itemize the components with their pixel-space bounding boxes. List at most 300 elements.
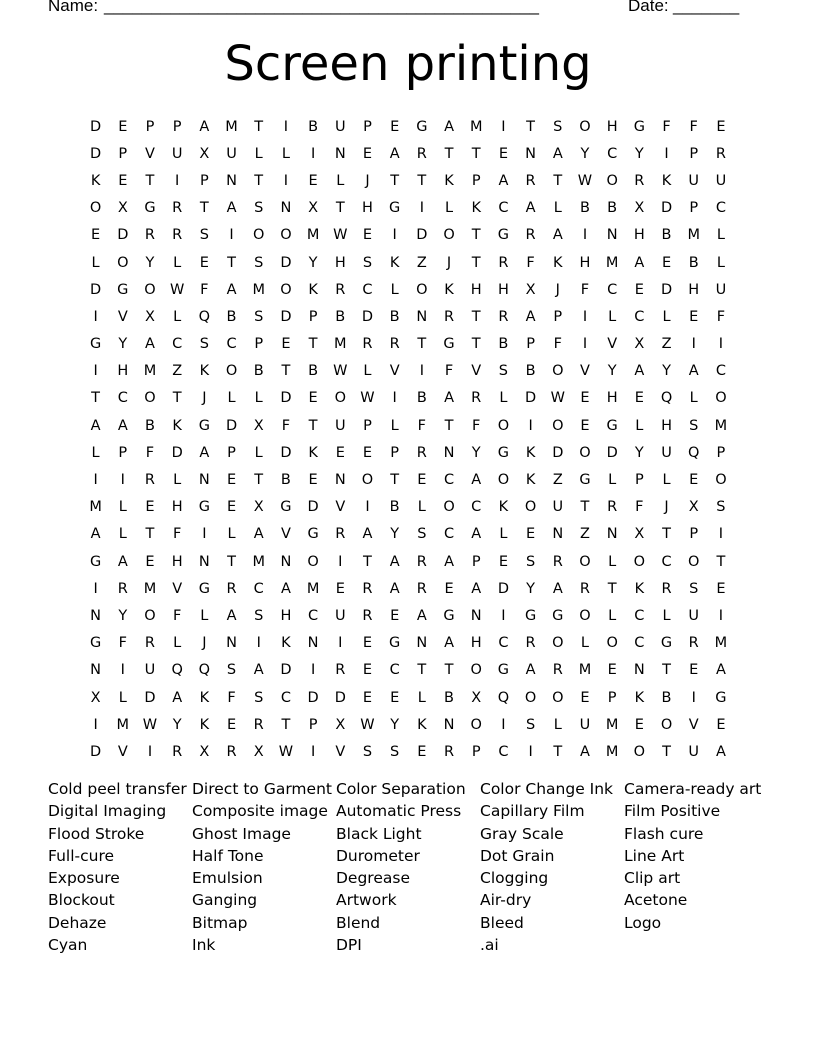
grid-letter: K	[172, 417, 182, 434]
grid-letter: E	[607, 662, 617, 679]
grid-letter: B	[144, 417, 155, 434]
grid-letter: R	[552, 553, 563, 570]
grid-letter: J	[555, 281, 560, 298]
grid-letter: K	[661, 172, 672, 189]
grid-letter: K	[525, 472, 536, 489]
grid-letter: P	[390, 444, 400, 461]
grid-letter: E	[226, 472, 237, 489]
grid-letter: B	[416, 390, 427, 407]
grid-letter: T	[471, 308, 481, 325]
word-list-item: Bitmap	[192, 913, 248, 932]
grid-letter: R	[362, 580, 373, 597]
grid-letter: Y	[390, 526, 400, 543]
grid-letter: K	[90, 172, 101, 189]
grid-letter: A	[226, 607, 237, 624]
grid-letter: S	[689, 417, 699, 434]
grid-letter: M	[578, 662, 592, 679]
grid-letter: M	[605, 743, 619, 760]
grid-letter: L	[336, 172, 345, 189]
grid-letter: C	[471, 499, 482, 516]
grid-letter: C	[362, 281, 373, 298]
grid-letter: L	[254, 444, 263, 461]
grid-letter: T	[145, 172, 155, 189]
grid-letter: R	[688, 635, 699, 652]
grid-letter: M	[687, 227, 700, 244]
grid-letter: P	[471, 743, 481, 760]
word-list-item: Acetone	[624, 891, 688, 910]
grid-letter: N	[443, 716, 455, 733]
grid-letter: X	[471, 689, 482, 706]
grid-letter: O	[552, 635, 564, 652]
grid-letter: A	[715, 662, 726, 679]
grid-letter: T	[390, 172, 400, 189]
grid-letter: W	[360, 390, 375, 407]
grid-letter: Y	[662, 363, 671, 380]
grid-letter: I	[93, 472, 98, 489]
grid-letter: E	[716, 118, 726, 135]
grid-letter: D	[660, 281, 673, 298]
grid-letter: V	[688, 716, 699, 733]
grid-letter: I	[582, 227, 588, 244]
page-title: Screen printing	[224, 36, 592, 92]
name-blank: ______________________________________________	[104, 0, 539, 15]
grid-letter: X	[525, 281, 536, 298]
grid-letter: G	[443, 336, 455, 353]
grid-letter: U	[334, 607, 346, 624]
grid-letter: E	[661, 254, 672, 271]
grid-letter: F	[281, 417, 291, 434]
grid-letter: T	[417, 336, 427, 353]
grid-letter: P	[172, 118, 182, 135]
grid-letter: J	[664, 499, 669, 516]
grid-letter: K	[444, 172, 454, 189]
grid-letter: O	[579, 553, 591, 570]
grid-letter: H	[117, 363, 129, 380]
grid-letter: Z	[552, 472, 563, 489]
grid-letter: X	[335, 716, 346, 733]
grid-letter: I	[501, 118, 506, 135]
grid-letter: O	[334, 390, 346, 407]
grid-letter: G	[497, 227, 510, 244]
grid-letter: H	[362, 200, 373, 217]
word-list-item: Clogging	[480, 869, 549, 888]
grid-letter: E	[226, 499, 237, 516]
grid-letter: A	[525, 308, 536, 325]
grid-letter: B	[444, 689, 454, 706]
grid-letter: D	[117, 227, 129, 244]
grid-letter: U	[171, 145, 183, 162]
grid-letter: T	[417, 662, 427, 679]
grid-letter: K	[308, 444, 318, 461]
grid-letter: E	[118, 172, 128, 189]
grid-letter: S	[199, 336, 209, 353]
word-list-item: Ganging	[192, 891, 258, 910]
grid-letter: L	[662, 472, 671, 489]
grid-letter: R	[579, 580, 590, 597]
grid-letter: D	[497, 580, 509, 597]
grid-letter: T	[526, 118, 536, 135]
grid-letter: A	[715, 743, 726, 760]
grid-letter: W	[278, 743, 294, 760]
word-list-item: Flash cure	[624, 824, 704, 843]
grid-letter: B	[525, 363, 536, 380]
grid-letter: P	[526, 336, 535, 353]
grid-letter: L	[499, 526, 508, 543]
grid-letter: L	[417, 689, 426, 706]
grid-letter: G	[552, 607, 564, 624]
grid-letter: L	[281, 145, 290, 162]
grid-letter: E	[145, 553, 155, 570]
grid-letter: A	[444, 635, 454, 652]
grid-letter: X	[145, 308, 155, 325]
grid-letter: D	[280, 444, 292, 461]
grid-letter: J	[202, 390, 207, 407]
grid-letter: K	[525, 444, 536, 461]
grid-letter: B	[308, 363, 319, 380]
grid-letter: B	[607, 200, 618, 217]
grid-letter: I	[93, 580, 98, 597]
grid-letter: O	[552, 363, 564, 380]
grid-letter: O	[117, 254, 129, 271]
grid-letter: R	[226, 580, 237, 597]
grid-letter: T	[553, 743, 563, 760]
grid-letter: L	[499, 390, 508, 407]
grid-letter: I	[691, 689, 696, 706]
grid-letter: C	[634, 635, 645, 652]
grid-letter: G	[117, 281, 129, 298]
grid-letter: A	[145, 336, 155, 353]
grid-letter: O	[497, 417, 510, 434]
grid-letter: M	[143, 363, 157, 380]
grid-letter: O	[280, 227, 292, 244]
grid-letter: E	[689, 472, 699, 489]
grid-letter: H	[470, 281, 482, 298]
grid-letter: N	[198, 472, 210, 489]
grid-letter: D	[90, 743, 102, 760]
grid-letter: R	[525, 227, 536, 244]
grid-letter: A	[498, 172, 509, 189]
grid-letter: I	[310, 662, 316, 679]
grid-letter: D	[90, 118, 102, 135]
grid-letter: J	[365, 172, 370, 189]
grid-letter: O	[280, 281, 292, 298]
grid-letter: N	[226, 635, 237, 652]
grid-letter: T	[662, 743, 671, 760]
word-list-item: Artwork	[336, 891, 397, 910]
grid-letter: E	[308, 172, 318, 189]
grid-letter: M	[116, 716, 130, 733]
grid-letter: H	[334, 254, 346, 271]
grid-letter: N	[226, 172, 237, 189]
grid-letter: E	[335, 444, 345, 461]
grid-letter: D	[280, 662, 292, 679]
grid-letter: P	[553, 308, 563, 325]
word-list-item: Blockout	[48, 891, 115, 910]
grid-letter: C	[715, 363, 726, 380]
grid-letter: E	[716, 716, 726, 733]
grid-letter: D	[660, 200, 673, 217]
grid-letter: C	[715, 200, 726, 217]
grid-letter: O	[470, 662, 482, 679]
word-list-item: Degrease	[336, 869, 410, 888]
grid-letter: A	[253, 662, 264, 679]
grid-letter: S	[390, 743, 400, 760]
grid-letter: D	[525, 390, 537, 407]
word-list	[48, 778, 768, 956]
grid-letter: O	[552, 417, 564, 434]
word-list-item: Ghost Image	[192, 824, 291, 843]
grid-letter: K	[199, 363, 210, 380]
grid-letter: K	[281, 635, 291, 652]
grid-letter: L	[118, 689, 127, 706]
grid-letter: F	[200, 281, 209, 298]
grid-letter: M	[334, 336, 347, 353]
grid-letter: P	[308, 308, 318, 325]
grid-letter: P	[363, 417, 372, 434]
grid-letter: U	[688, 743, 700, 760]
grid-letter: E	[145, 499, 155, 516]
grid-letter: L	[444, 200, 454, 217]
grid-letter: U	[144, 662, 156, 679]
grid-letter: O	[524, 499, 537, 516]
grid-letter: K	[498, 499, 509, 516]
grid-letter: D	[307, 689, 319, 706]
grid-letter: D	[90, 281, 102, 298]
grid-letter: I	[718, 526, 724, 543]
grid-letter: O	[715, 390, 727, 407]
grid-letter: Q	[497, 689, 510, 706]
grid-letter: C	[498, 743, 509, 760]
word-list-item: Bleed	[480, 913, 524, 932]
grid-letter: T	[281, 363, 291, 380]
grid-letter: L	[363, 363, 372, 380]
grid-letter: U	[715, 281, 727, 298]
grid-letter: P	[254, 336, 264, 353]
grid-letter: S	[525, 553, 536, 570]
grid-letter: L	[417, 499, 426, 516]
grid-letter: G	[497, 662, 510, 679]
grid-letter: I	[419, 363, 424, 380]
word-list-item: Cyan	[48, 936, 88, 955]
grid-letter: M	[306, 227, 320, 244]
grid-letter: I	[283, 172, 289, 189]
grid-letter: O	[144, 607, 156, 624]
grid-letter: O	[606, 635, 618, 652]
letter-grid	[82, 113, 735, 766]
grid-letter: Q	[660, 390, 673, 407]
word-list-item: Film Positive	[624, 802, 721, 821]
grid-letter: I	[365, 499, 370, 516]
grid-letter: P	[471, 172, 481, 189]
grid-letter: L	[608, 553, 617, 570]
grid-letter: Y	[308, 254, 318, 271]
grid-letter: X	[253, 499, 264, 516]
grid-letter: G	[416, 118, 428, 135]
grid-letter: E	[689, 662, 699, 679]
grid-letter: E	[689, 308, 699, 325]
grid-letter: R	[335, 281, 346, 298]
grid-letter: F	[553, 336, 562, 353]
grid-letter: R	[172, 200, 183, 217]
grid-letter: S	[417, 526, 427, 543]
grid-letter: E	[526, 526, 536, 543]
grid-letter: C	[389, 662, 400, 679]
grid-letter: S	[525, 716, 536, 733]
grid-letter: F	[662, 118, 671, 135]
grid-letter: I	[582, 336, 588, 353]
grid-letter: I	[419, 200, 424, 217]
grid-letter: A	[444, 553, 454, 570]
grid-letter: T	[254, 172, 264, 189]
grid-letter: N	[307, 635, 319, 652]
grid-letter: H	[606, 118, 618, 135]
grid-letter: L	[608, 607, 617, 624]
grid-letter: B	[253, 363, 264, 380]
grid-letter: H	[171, 499, 183, 516]
grid-letter: F	[472, 417, 481, 434]
grid-letter: Z	[661, 336, 672, 353]
grid-letter: Y	[172, 716, 182, 733]
grid-letter: I	[310, 743, 316, 760]
word-list-item: Composite image	[192, 802, 328, 821]
grid-letter: G	[443, 607, 455, 624]
grid-letter: R	[498, 308, 509, 325]
grid-letter: J	[446, 254, 452, 271]
grid-letter: U	[226, 145, 237, 162]
grid-letter: Y	[145, 254, 155, 271]
grid-letter: O	[416, 281, 428, 298]
grid-letter: R	[362, 607, 373, 624]
grid-letter: R	[253, 716, 264, 733]
grid-letter: A	[580, 743, 590, 760]
grid-letter: E	[716, 580, 726, 597]
grid-letter: K	[417, 716, 427, 733]
grid-letter: R	[362, 336, 373, 353]
grid-letter: L	[227, 526, 236, 543]
word-list-item: Clip art	[624, 869, 681, 888]
grid-letter: E	[580, 417, 590, 434]
grid-letter: O	[443, 499, 455, 516]
grid-letter: O	[579, 444, 591, 461]
grid-letter: M	[252, 553, 265, 570]
grid-letter: A	[634, 254, 645, 271]
grid-letter: G	[497, 444, 510, 461]
word-list-item: Gray Scale	[480, 824, 564, 843]
grid-letter: N	[416, 635, 428, 652]
grid-letter: C	[661, 553, 672, 570]
grid-letter: F	[526, 254, 535, 271]
grid-letter: L	[200, 607, 209, 624]
grid-letter: G	[144, 200, 156, 217]
grid-letter: V	[280, 526, 291, 543]
grid-letter: U	[688, 172, 700, 189]
word-list-item: Durometer	[336, 846, 420, 865]
grid-letter: O	[361, 472, 374, 489]
grid-letter: N	[90, 662, 102, 679]
grid-letter: I	[338, 635, 343, 652]
grid-letter: I	[283, 118, 289, 135]
grid-letter: O	[144, 390, 156, 407]
grid-letter: L	[91, 254, 100, 271]
grid-letter: L	[716, 227, 725, 244]
grid-letter: T	[145, 526, 155, 543]
grid-letter: R	[634, 172, 645, 189]
grid-letter: I	[392, 390, 397, 407]
grid-letter: O	[253, 227, 265, 244]
grid-letter: S	[362, 254, 373, 271]
grid-letter: A	[552, 580, 563, 597]
grid-letter: O	[633, 743, 646, 760]
grid-letter: V	[607, 336, 618, 353]
grid-letter: U	[715, 172, 727, 189]
grid-letter: S	[498, 363, 509, 380]
grid-letter: P	[689, 526, 699, 543]
grid-letter: D	[307, 499, 319, 516]
grid-letter: A	[416, 607, 427, 624]
grid-letter: A	[552, 227, 563, 244]
grid-letter: G	[606, 417, 618, 434]
grid-letter: S	[254, 200, 264, 217]
grid-letter: S	[689, 580, 699, 597]
grid-letter: A	[471, 472, 482, 489]
grid-letter: X	[199, 145, 210, 162]
grid-letter: E	[634, 716, 644, 733]
grid-letter: V	[335, 499, 346, 516]
grid-letter: E	[417, 743, 427, 760]
grid-letter: H	[280, 607, 292, 624]
grid-letter: K	[553, 254, 563, 271]
grid-letter: T	[227, 254, 236, 271]
grid-letter: E	[118, 118, 128, 135]
grid-letter: B	[661, 689, 672, 706]
grid-letter: N	[470, 607, 482, 624]
grid-letter: E	[91, 227, 101, 244]
grid-letter: M	[714, 635, 728, 652]
grid-letter: E	[444, 580, 454, 597]
grid-letter: B	[226, 308, 237, 325]
grid-letter: W	[577, 172, 593, 189]
grid-letter: X	[253, 417, 264, 434]
grid-letter: M	[605, 716, 619, 733]
grid-letter: O	[307, 553, 319, 570]
grid-letter: T	[471, 227, 481, 244]
grid-letter: G	[89, 336, 102, 353]
date-blank: _______	[673, 0, 740, 15]
grid-letter: L	[118, 499, 127, 516]
grid-letter: I	[691, 336, 696, 353]
word-list-item: Blend	[336, 913, 381, 932]
grid-letter: A	[552, 145, 563, 162]
grid-letter: C	[607, 281, 618, 298]
grid-letter: L	[173, 254, 182, 271]
grid-letter: A	[117, 417, 128, 434]
grid-letter: M	[225, 118, 238, 135]
grid-letter: T	[335, 200, 345, 217]
grid-letter: E	[281, 336, 291, 353]
grid-letter: M	[143, 580, 157, 597]
grid-letter: N	[280, 553, 292, 570]
grid-letter: P	[634, 472, 644, 489]
grid-letter: A	[389, 580, 400, 597]
header-line	[48, 0, 748, 20]
grid-letter: R	[525, 172, 536, 189]
grid-letter: G	[89, 635, 102, 652]
grid-letter: M	[306, 580, 320, 597]
grid-letter: W	[169, 281, 185, 298]
grid-letter: B	[661, 227, 672, 244]
grid-letter: H	[497, 281, 509, 298]
grid-letter: A	[389, 145, 400, 162]
